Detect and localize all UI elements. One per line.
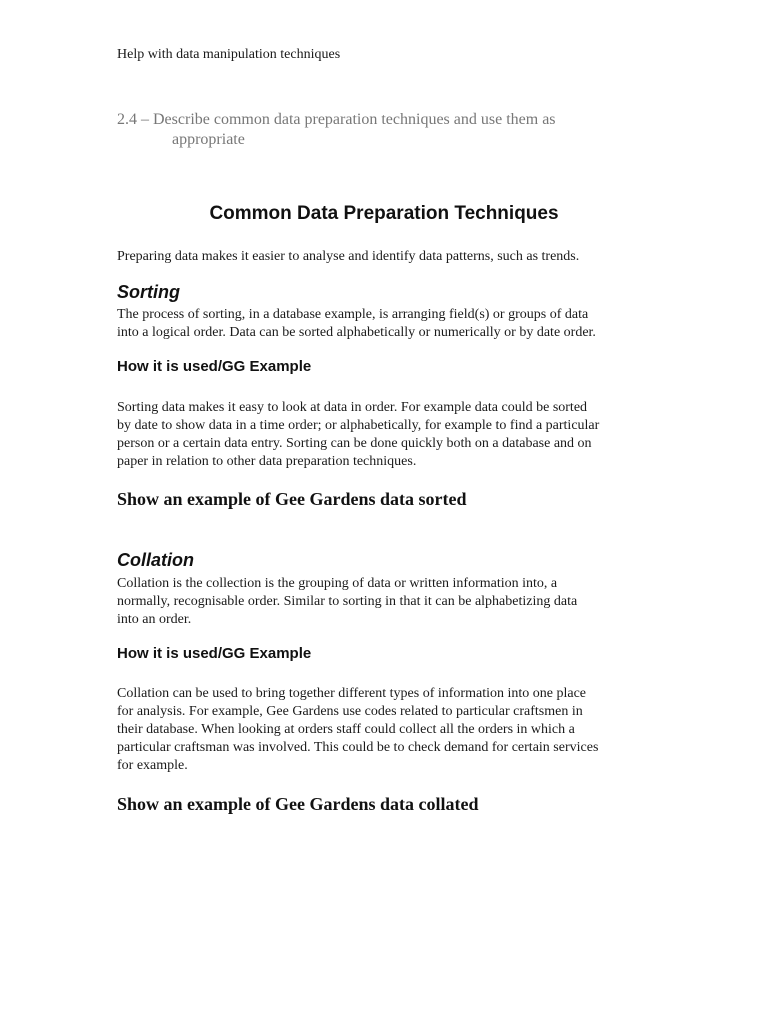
collation-heading: Collation bbox=[117, 550, 194, 570]
page-title: Common Data Preparation Techniques bbox=[209, 203, 559, 224]
collation-definition bbox=[117, 575, 662, 629]
objective-line-1: 2.4 – Describe common data preparation techniques and use them as bbox=[117, 111, 556, 128]
collation-definition-line: normally, recognisable order. Similar to sorting in that it can be alphabetizing data bbox=[117, 594, 578, 609]
sorting-definition-line: into a logical order. Data can be sorted alphabetically or numerically or by date order. bbox=[117, 325, 596, 340]
collation-example-heading: Show an example of Gee Gardens data collated bbox=[117, 794, 479, 814]
collation-usage-line: for analysis. For example, Gee Gardens use codes related to particular craftsmen in bbox=[117, 704, 583, 719]
sorting-usage-text bbox=[117, 399, 662, 471]
sorting-example-heading: Show an example of Gee Gardens data sorted bbox=[117, 489, 467, 509]
sorting-usage-line: by date to show data in a time order; or alphabetically, for example to find a particular bbox=[117, 418, 600, 433]
learning-objective bbox=[117, 110, 556, 150]
collation-usage-heading: How it is used/GG Example bbox=[117, 645, 312, 662]
sorting-usage-line: person or a certain data entry. Sorting can be done quickly both on a database and on bbox=[117, 436, 592, 451]
collation-usage-line: particular craftsman was involved. This could be to check demand for certain services bbox=[117, 740, 599, 755]
intro-paragraph: Preparing data makes it easier to analyse and identify data patterns, such as trends. bbox=[117, 249, 580, 264]
collation-usage-text bbox=[117, 685, 662, 775]
collation-definition-line: into an order. bbox=[117, 612, 192, 627]
collation-usage-line: for example. bbox=[117, 758, 188, 773]
sorting-heading: Sorting bbox=[117, 282, 180, 302]
collation-usage-line: Collation can be used to bring together different types of information into one place bbox=[117, 686, 586, 701]
sorting-usage-line: Sorting data makes it easy to look at data in order. For example data could be sorted bbox=[117, 400, 588, 415]
sorting-usage-line: paper in relation to other data preparation techniques. bbox=[117, 454, 417, 469]
sorting-definition-line: The process of sorting, in a database example, is arranging field(s) or groups of data bbox=[117, 307, 589, 322]
collation-definition-line: Collation is the collection is the grouping of data or written information into, a bbox=[117, 576, 558, 591]
sorting-usage-heading: How it is used/GG Example bbox=[117, 358, 312, 375]
sorting-definition bbox=[117, 306, 662, 342]
objective-line-2: appropriate bbox=[172, 131, 245, 148]
document-header: Help with data manipulation techniques bbox=[117, 47, 341, 62]
collation-usage-line: their database. When looking at orders staff could collect all the orders in which a bbox=[117, 722, 575, 737]
